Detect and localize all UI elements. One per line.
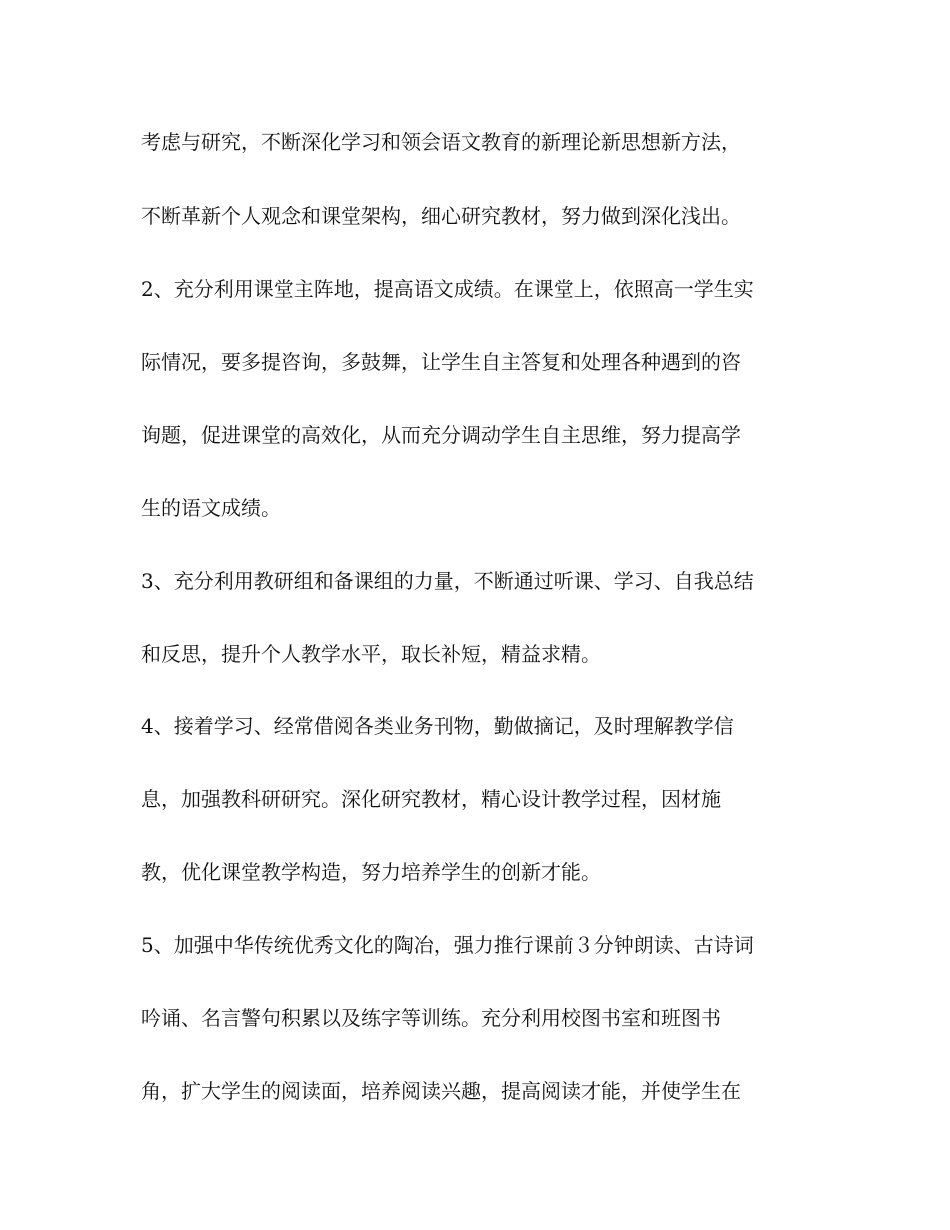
text-line-12: 5、加强中华传统优秀文化的陶冶，强力推行课前３分钟朗读、古诗词 <box>141 933 754 957</box>
text-line-10: 息，加强教科研研究。深化研究教材，精心设计教学过程，因材施 <box>141 787 721 811</box>
text-line-3: 2、充分利用课堂主阵地，提高语文成绩。在课堂上，依照高一学生实 <box>141 277 754 301</box>
text-line-5: 询题，促进课堂的高效化，从而充分调动学生自主思维，努力提高学 <box>141 423 741 447</box>
text-line-7: 3、充分利用教研组和备课组的力量，不断通过听课、学习、自我总结 <box>141 569 754 593</box>
text-line-6: 生的语文成绩。 <box>141 496 281 520</box>
text-line-2: 不断革新个人观念和课堂架构，细心研究教材，努力做到深化浅出。 <box>141 204 741 228</box>
text-line-8: 和反思，提升个人教学水平，取长补短，精益求精。 <box>141 642 601 666</box>
text-line-4: 际情况，要多提咨询，多鼓舞，让学生自主答复和处理各种遇到的咨 <box>141 350 741 374</box>
text-line-9: 4、接着学习、经常借阅各类业务刊物，勤做摘记，及时理解教学信 <box>141 714 734 738</box>
text-line-14: 角，扩大学生的阅读面，培养阅读兴趣，提高阅读才能，并使学生在 <box>141 1079 741 1103</box>
text-line-13: 吟诵、名言警句积累以及练字等训练。充分利用校图书室和班图书 <box>141 1006 721 1030</box>
text-line-11: 教，优化课堂教学构造，努力培养学生的创新才能。 <box>141 860 601 884</box>
text-line-1: 考虑与研究，不断深化学习和领会语文教育的新理论新思想新方法， <box>141 130 741 154</box>
